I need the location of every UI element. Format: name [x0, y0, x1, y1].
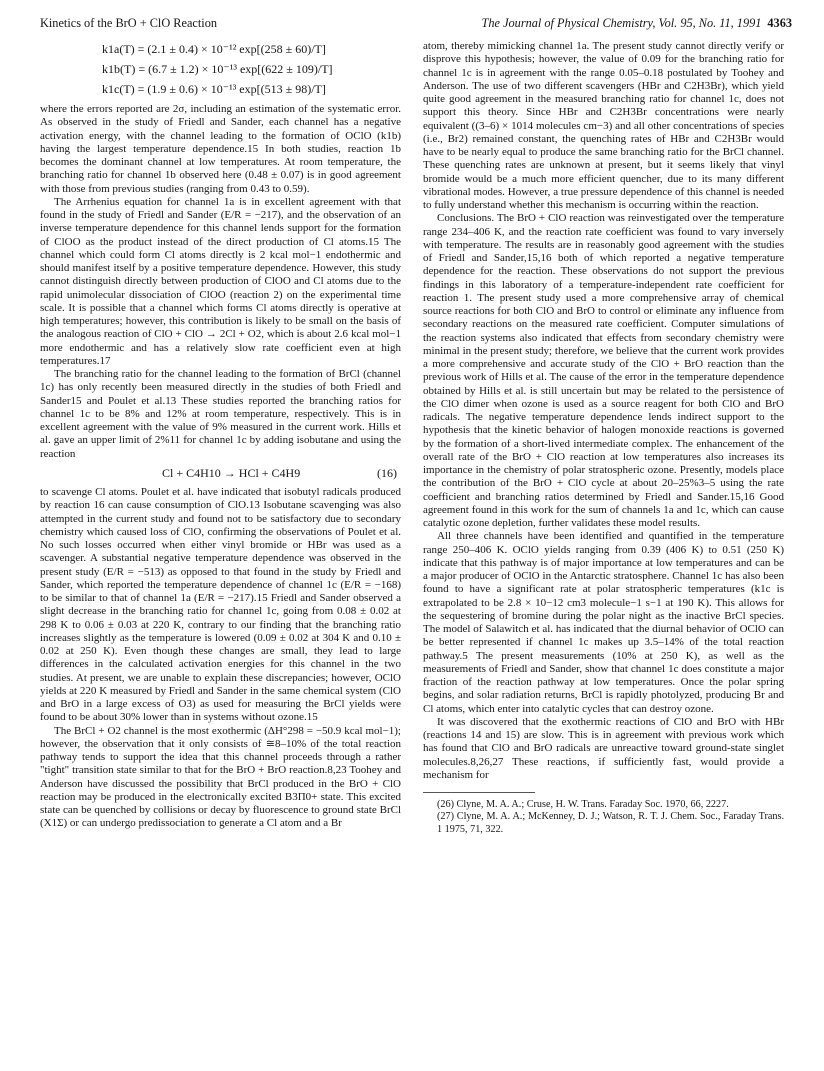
page-number: 4363 [767, 16, 792, 30]
reference-26: (26) Clyne, M. A. A.; Cruse, H. W. Trans. Faraday Soc. 1970, 66, 2227. [437, 799, 729, 810]
journal-citation [482, 16, 792, 31]
paragraph: The branching ratio for the channel leading to the formation of BrCl (channel 1c) has only recently been measured directly in the studies of both Friedl and Sander15 and Poulet et al.13 These studies reported the branching ratios for channel 1c to be 8% and 12% at room temperature, respectively. This is in excellent agreement with the value of 9% measured in the current work. Hills et al. gave an upper limit of 2%11 for channel 1c by adding isobutane and using the reaction [40, 368, 401, 460]
equation-16-body: Cl + C4H10 → HCl + C4H9 [162, 465, 301, 480]
equation-k1c: k1c(T) = (1.9 ± 0.6) × 10⁻¹³ exp[(513 ± 98)/T] [102, 82, 326, 96]
references [423, 799, 784, 836]
running-header [24, 14, 800, 40]
running-title: Kinetics of the BrO + ClO Reaction [40, 16, 218, 30]
footnote-rule [423, 792, 535, 799]
left-column [40, 40, 401, 831]
paragraph: to scavenge Cl atoms. Poulet et al. have indicated that isobutyl radicals produced by reaction 16 can cause consumption of ClO.13 Isobutane scavenging was also attempted in the current study and found not to be satisfactory due to secondary chemistry which caused loss of ClO, confirming the observations of Poulet et al. No such losses occurred when either vinyl bromide or HBr was used as a scavenger. A substantial negative temperature dependence was observed in the present study (E/R = −513) as opposed to that found in the study by Friedl and Sander, which reported the temperature dependence of channel 1c (E/R = −168) to be similar to that of channel 1a (E/R = −217).15 Friedl and Sander observed a slight decrease in the branching ratio for channel 1c, going from 0.08 ± 0.02 at 298 K to 0.06 ± 0.03 at 220 K, contrary to our finding that the branching ratio increases slightly as the temperature is lowered (0.09 ± 0.02 at 304 K and 0.10 ± 0.02 at 250 K). Even though these changes are small, they lead to large differences in the calculated activation energies for this channel in the two studies. At present, we are unable to explain these discrepancies; however, OClO yields at 220 K measured by Friedl and Sander in the same chemical system (ClO and BrO in a large excess of O3) as used for measuring the BrCl yields were found to be about 30% lower than in systems without ozone.15 [40, 486, 401, 724]
journal-name: The Journal of Physical Chemistry, Vol. 95, No. 11, 1991 [481, 16, 762, 30]
arrhenius-equations [40, 39, 401, 99]
reference-27: (27) Clyne, M. A. A.; McKenney, D. J.; Watson, R. T. J. Chem. Soc., Faraday Trans. 1 1975, 71, 322. [437, 811, 784, 835]
paragraph: The BrCl + O2 channel is the most exothermic (ΔH°298 = −50.9 kcal mol−1); however, the observation that it only consists of ≅8–10% of the total reaction pathway tends to support the idea that this channel proceeds through a rather "tight" transition state similar to that for the BrO + BrO reaction.8,23 Toohey and Anderson have discussed the possibility that BrCl produced in the BrO + ClO reaction may be produced in the electronically excited B3Π0+ state. This excited state can be quenched by collisions or decay by fluorescence to ground state BrCl (X1Σ) or can undergo predissociation to generate a Cl atom and a Br [40, 724, 401, 830]
paragraph-conclusions: Conclusions. The BrO + ClO reaction was reinvestigated over the temperature range 234–406 K, and the reaction rate coefficient was found to vary inversely with temperature. The results are in reasonably good agreement with the studies of Friedl and Sander,15,16 both of which reported a negative temperature dependence for the reaction. These observations do not support the previous findings in this laboratory of a temperature-independent rate coefficient for reaction 1. The present study used a more comprehensive array of chemical source reactions for both ClO and BrO to control or eliminate any influence from secondary reactions on the measured rate coefficient. Computer simulations of the reaction systems also indicated that effects from secondary chemistry were minimal in the present study; therefore, we believe that the current work provides a more comprehensive and accurate study of the ClO + BrO reaction than the previous work of Hills et al. The cause of the error in the temperature dependence obtained by Hills et al. is still uncertain but may be related to the persistence of the ClO dimer when ozone is used as a source reagent for both ClO and BrO radicals. The negative temperature dependence lends indirect support to the hypothesis that the kinetic behavior of halogen monoxide reactions is governed by the formation of a short-lived intermediate complex. The enhancement of the overall rate of the BrO + ClO reaction at low temperatures also increases its importance in the chemistry of polar stratospheric ozone. Presently, models place the contribution of the BrO + ClO cycle at about 20–25%3–5 using the rate coefficient and branching ratios determined by Friedl and Sander.15,16 Good agreement found in this work for the sum of channels 1a and 1c, which can cause catalytic ozone depletion, further validates these model results. [423, 212, 784, 529]
equation-k1b: k1b(T) = (6.7 ± 1.2) × 10⁻¹³ exp[(622 ± 109)/T] [102, 62, 333, 76]
right-column [423, 40, 784, 836]
paragraph: All three channels have been identified and quantified in the temperature range 250–406 K. OClO yields ranging from 0.39 (406 K) to 0.51 (250 K) indicate that this pathway is of major importance at low temperatures and can be a major producer of OClO in the Antarctic stratosphere. Channel 1c has also been found to have a significant rate at polar stratospheric temperatures (k1c is extrapolated to be 2.8 × 10−12 cm3 molecule−1 s−1 at 190 K). This allows for the sequestering of bromine during the polar night as the inactive BrCl species. The model of Salawitch et al. has indicated that the diurnal behavior of OClO can be better represented if channel 1c makes up 3.5–14% of the total reaction pathway.5 The present measurements (10% at 250 K), as well as the measurements of Friedl and Sander, show that channel 1c does constitute a major fraction of the reaction pathway at low temperatures. Once the polar spring begins, and solar radiation returns, BrCl is rapidly photolyzed, producing Br and Cl atoms, which enter into catalytic cycles that can destroy ozone. [423, 530, 784, 715]
two-column-body [40, 40, 784, 1050]
paragraph: atom, thereby mimicking channel 1a. The present study cannot directly verify or disprove this hypothesis; however, the value of 0.09 for the branching ratio for channel 1c is in agreement with the range 0.05–0.18 postulated by Toohey and Anderson. The use of two different scavengers (HBr and C2H3Br), which yield quite good agreement in the measured branching ratio for channel 1c, does not support this theory. Since HBr and C2H3Br concentrations were nearly equivalent ((3–6) × 1014 molecules cm−3) and all other concentrations of species (i.e., Br2) remained constant, the quenching rates of HBr and C2H3Br would have to be nearly equal to produce the same branching ratio for the BrCl channel. These quenching rates are unknown at present, but it seems likely that vinyl bromide would be a much more efficient quencher, due to its many different vibrational modes. However, a true pressure dependence of this channel is needed to fully understand whether this mechanism is occurring within the reaction. [423, 40, 784, 211]
paragraph: It was discovered that the exothermic reactions of ClO and BrO with HBr (reactions 14 and 15) are slow. This is in agreement with previous work which has found that ClO and BrO radicals are unreactive toward ground-state singlet molecules.8,26,27 These reactions, if sufficiently fast, would provide a mechanism for [423, 715, 784, 781]
equation-16 [40, 461, 401, 486]
equation-16-number: (16) [377, 465, 397, 480]
paragraph: The Arrhenius equation for channel 1a is in excellent agreement with that found in the study of Friedl and Sander (E/R = −217), and the observation of an inverse temperature dependence for this channel lends support for the formation of ClOO as the product instead of the direct production of Cl atoms.15 The channel which could form Cl atoms directly is 2 kcal mol−1 endothermic and should manifest itself by a positive temperature dependence. However, this study cannot distinguish directly between production of ClOO and Cl atoms due to the rapid unimolecular dissociation of ClOO (reaction 2) on the experimental time scale. It is possible that a channel which forms Cl atoms directly is operative at high temperatures; however, this contribution is likely to be small on the basis of the analogous reaction of ClO + ClO → 2Cl + O2, which is about 2.6 kcal mol−1 more endothermic and has a relatively slow rate coefficient even at high temperatures.17 [40, 195, 401, 367]
paragraph: where the errors reported are 2σ, including an estimation of the systematic error. As observed in the study of Friedl and Sander, each channel has a negative activation energy, with the channel leading to the formation of OClO (k1b) having the largest temperature dependence.15 In both studies, reaction 1b becomes the dominant channel at low temperatures. At room temperature, the branching ratio for channel 1b observed here (0.48 ± 0.07) is in good agreement with those from previous studies (ranging from 0.43 to 0.59). [40, 103, 401, 195]
equation-k1a: k1a(T) = (2.1 ± 0.4) × 10⁻¹² exp[(258 ± 60)/T] [102, 42, 326, 56]
